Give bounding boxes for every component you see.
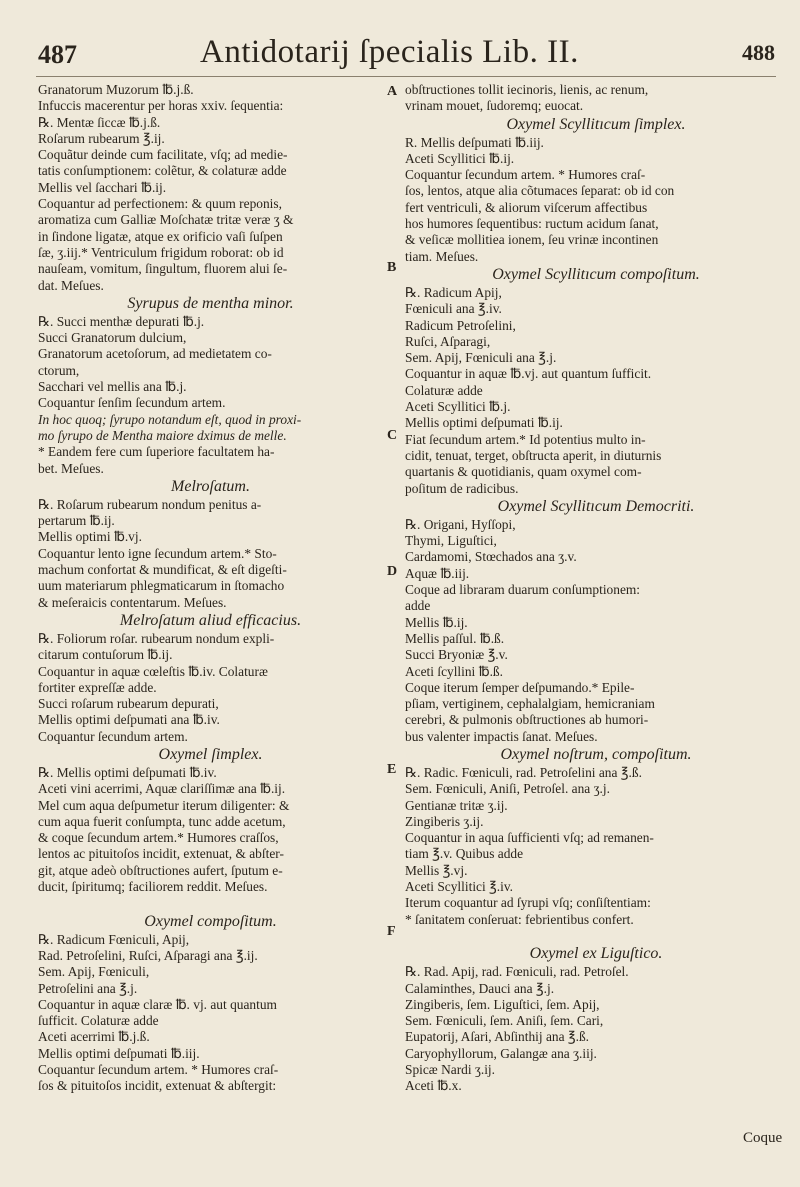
- text-line: Aceti acerrimi ℔.j.ß.: [38, 1029, 150, 1045]
- margin-letter-d: D: [387, 564, 398, 579]
- text-line: Aceti Scyllitici ℥.iv.: [405, 879, 514, 895]
- section-heading: Oxymel Scyllitıcum compoſitum.: [492, 265, 700, 283]
- text-line: machum confortat & mundificat, & eſt digeſti-: [38, 562, 287, 578]
- text-line: Thymi, Liguſtici,: [405, 533, 497, 549]
- text-line: Sem. Fœniculi, Aniſi, Petroſel. ana ʒ.j.: [405, 781, 610, 797]
- text-line: cidit, tenuat, terget, obſtructa aperit, in diuturnis: [405, 447, 662, 463]
- text-line: Granatorum Muzorum ℔.j.ß.: [38, 82, 194, 97]
- text-line: ℞. Roſarum rubearum nondum penitus a-: [38, 496, 262, 512]
- right-column: [405, 82, 787, 1095]
- text-line: Roſarum rubearum ℥.ij.: [38, 130, 165, 146]
- text-line: ſæ, ʒ.iij.* Ventriculum frigidum roborat: ob id: [38, 244, 284, 260]
- section-heading: Oxymel ſimplex.: [158, 745, 263, 763]
- page-number-right: 488: [742, 40, 775, 65]
- text-line: Coquantur in aquæ ℔.vj. aut quantum ſufficit.: [405, 366, 652, 382]
- text-line: & veſicæ mollitiea ionem, ſeu vrinæ incontinen: [405, 232, 659, 248]
- text-line: bet. Meſues.: [38, 460, 104, 476]
- text-line: Succi Granatorum dulcium,: [38, 330, 187, 346]
- text-line: Rad. Petroſelini, Ruſci, Aſparagi ana ℥.ij.: [38, 947, 258, 963]
- margin-letter-e: E: [387, 762, 397, 777]
- text-line: & meſeraicis contentarum. Meſues.: [38, 594, 227, 610]
- text-line: Succi Bryoniæ ℥.v.: [405, 647, 508, 663]
- text-line: cerebri, & pulmonis obſtructiones ab humori-: [405, 712, 649, 728]
- text-line: aromatiza cum Galliæ Moſchatæ tritæ veræ ʒ &: [38, 212, 294, 228]
- left-column: [38, 82, 383, 1095]
- text-line: Granatorum acetoſorum, ad medietatem co-: [38, 346, 272, 362]
- text-line: Coquantur lento igne ſecundum artem.* Sto-: [38, 545, 277, 561]
- text-line: Iterum coquantur ad ſyrupi vſq; conſiſtentiam:: [405, 895, 651, 911]
- section-heading: Oxymel Scyllitıcum Democriti.: [497, 497, 695, 515]
- text-line: ſos & pituitoſos incidit, extenuat & abſtergit:: [38, 1078, 277, 1094]
- text-line: * Eandem fere cum ſuperiore facultatem ha-: [38, 444, 275, 460]
- text-line: Mellis optimi ℔.vj.: [38, 529, 142, 545]
- text-line: Aceti vini acerrimi, Aquæ clariſſimæ ana ℔.ij.: [38, 781, 286, 797]
- text-line: Aceti ℔.x.: [405, 1078, 462, 1094]
- text-line: Aceti Scyllitici ℔.ij.: [405, 150, 515, 166]
- text-line: Colaturæ adde: [405, 382, 483, 398]
- margin-letter-f: F: [387, 924, 396, 939]
- text-line: Coquãtur deinde cum facilitate, vſq; ad medie-: [38, 147, 288, 163]
- text-line: obſtructiones tollit iecinoris, lienis, ac renum,: [405, 82, 649, 97]
- text-line: Eupatorij, Aſari, Abſinthij ana ℥.ß.: [405, 1029, 590, 1045]
- text-line: ℞. Radic. Fœniculi, rad. Petroſelini ana ℥.ß.: [405, 764, 642, 780]
- text-line: mo ſyrupo de Mentha maiore dximus de melle.: [38, 427, 287, 443]
- text-line: citarum contuſorum ℔.ij.: [38, 647, 173, 663]
- section-heading: Melroſatum aliud efficacius.: [119, 611, 302, 629]
- text-line: hos humores ſequentibus: ructum acidum ſanat,: [405, 216, 659, 232]
- text-line: lentos ac pituitoſos incidit, extenuat, & abſter-: [38, 846, 284, 862]
- text-line: Caryophyllorum, Galangæ ana ʒ.iij.: [405, 1045, 597, 1061]
- text-line: Sem. Fœniculi, ſem. Aniſi, ſem. Cari,: [405, 1013, 604, 1029]
- text-line: git, atque adeò obſtructiones aufert, ſputum e-: [38, 862, 283, 878]
- section-heading: Melroſatum.: [171, 477, 250, 495]
- text-line: * ſanitatem conſeruat: febrientibus confert.: [405, 911, 634, 927]
- text-line: ſufficit. Colaturæ adde: [38, 1013, 159, 1029]
- text-line: Sacchari vel mellis ana ℔.j.: [38, 379, 187, 395]
- text-line: Radicum Petroſelini,: [405, 317, 516, 333]
- text-line: in ſindone ligatæ, atque ex orificio vaſi ſuſpen: [38, 228, 283, 244]
- text-line: cum aqua fuerit conſumpta, tunc adde acetum,: [38, 813, 286, 829]
- margin-letter-b: B: [387, 260, 397, 275]
- text-line: Aceti ſcyllini ℔.ß.: [405, 663, 503, 679]
- text-line: dat. Meſues.: [38, 277, 104, 293]
- text-line: fortiter expreſſæ adde.: [38, 679, 157, 695]
- section-heading: Oxymel noſtrum, compoſitum.: [500, 745, 692, 763]
- text-line: Sem. Apij, Fœniculi ana ℥.j.: [405, 350, 557, 366]
- section-heading: Oxymel compoſitum.: [144, 912, 277, 930]
- section-heading: Oxymel Scyllitıcum ſimplex.: [506, 115, 686, 133]
- text-line: R. Mellis deſpumati ℔.iij.: [405, 134, 544, 150]
- text-line: ℞. Succi menthæ depurati ℔.j.: [38, 313, 205, 329]
- text-line: Coquantur in aqua ſufficienti vſq; ad remanen-: [405, 830, 654, 846]
- text-line: [38, 895, 383, 911]
- text-line: Coquantur ſecundum artem.: [38, 728, 188, 744]
- text-line: uum materiarum phlegmaticarum in ſtomacho: [38, 578, 285, 594]
- text-line: Coquantur in aquæ claræ ℔. vj. aut quantum: [38, 996, 277, 1012]
- margin-letter-c: C: [387, 428, 398, 443]
- text-line: vrinam mouet, ſudoremq; euocat.: [405, 98, 584, 114]
- page-number-left: 487: [38, 40, 77, 69]
- text-line: Mellis vel ſacchari ℔.ij.: [38, 179, 167, 195]
- text-line: Infuccis macerentur per horas xxiv. ſequentia:: [38, 98, 284, 114]
- text-line: Cardamomi, Stœchados ana ʒ.v.: [405, 549, 577, 565]
- running-title: Antidotarij ſpecialis Lib. II.: [200, 34, 579, 70]
- text-line: Sem. Apij, Fœniculi,: [38, 964, 150, 980]
- text-line: quartanis & quotidianis, quam oxymel com-: [405, 464, 642, 480]
- text-line: ℞. Origani, Hyſſopi,: [405, 516, 516, 532]
- text-line: tiam ℥.v. Quibus adde: [405, 846, 524, 862]
- text-line: Fœniculi ana ℥.iv.: [405, 301, 502, 317]
- text-line: & coque ſecundum artem.* Humores craſſos,: [38, 830, 279, 846]
- text-line: bus valenter impactis ſanat. Meſues.: [405, 728, 598, 744]
- text-line: Coquantur ad perfectionem: & quum reponis,: [38, 196, 282, 212]
- text-line: Succi roſarum rubearum depurati,: [38, 696, 219, 712]
- text-line: Coquantur in aquæ cœleſtis ℔.iv. Colaturæ: [38, 663, 268, 679]
- text-line: Petroſelini ana ℥.j.: [38, 980, 138, 996]
- text-line: Mellis paſſul. ℔.ß.: [405, 630, 505, 646]
- text-line: pſiam, vertiginem, cephalalgiam, hemicraniam: [405, 696, 655, 712]
- text-line: Mellis ℔.ij.: [405, 614, 468, 630]
- text-line: Ruſci, Aſparagi,: [405, 333, 491, 349]
- margin-letter-a: A: [387, 84, 398, 99]
- text-line: Aquæ ℔.iij.: [405, 565, 470, 581]
- text-line: Calaminthes, Dauci ana ℥.j.: [405, 980, 555, 996]
- section-heading: Oxymel ex Liguſtico.: [529, 945, 663, 963]
- text-line: nauſeam, vomitum, ſingultum, fluorem alui ſe-: [38, 261, 288, 277]
- text-line: Mellis ℥.vj.: [405, 862, 468, 878]
- text-line: ℞. Radicum Apij,: [405, 284, 502, 300]
- text-line: Mellis optimi deſpumati ℔.iij.: [38, 1045, 200, 1061]
- text-line: Coquantur ſenſim ſecundum artem.: [38, 395, 226, 411]
- text-line: Coque ad libraram duarum conſumptionem:: [405, 582, 641, 598]
- text-line: poſitum de radicibus.: [405, 480, 519, 496]
- text-line: Coque iterum ſemper deſpumando.* Epile-: [405, 679, 635, 695]
- text-line: ctorum,: [38, 362, 80, 378]
- text-line: fert ventriculi, & aliorum viſcerum affectibus: [405, 199, 648, 215]
- text-line: [405, 928, 787, 944]
- text-line: adde: [405, 598, 431, 614]
- text-line: Mel cum aqua deſpumetur iterum diligenter: &: [38, 797, 290, 813]
- text-line: Spicæ Nardi ʒ.ij.: [405, 1062, 496, 1078]
- text-line: Gentianæ tritæ ʒ.ij.: [405, 797, 508, 813]
- section-heading: Syrupus de mentha minor.: [127, 294, 294, 312]
- text-line: Coquantur ſecundum artem. * Humores craſ-: [38, 1062, 279, 1078]
- text-line: In hoc quoq; ſyrupo notandum eſt, quod in proxi-: [38, 411, 302, 427]
- text-line: Mellis optimi deſpumati ℔.ij.: [405, 415, 563, 431]
- text-line: Aceti Scyllitici ℔.j.: [405, 399, 511, 415]
- text-line: ſos, lentos, atque alia cõtumaces ſeparat: ob id con: [405, 183, 675, 199]
- text-line: tiam. Meſues.: [405, 248, 479, 264]
- text-line: Coquantur ſecundum artem. * Humores craſ-: [405, 167, 646, 183]
- text-line: ducit, ſpiritumq; faciliorem reddit. Meſues.: [38, 879, 268, 895]
- text-line: pertarum ℔.ij.: [38, 513, 115, 529]
- header-rule: [36, 76, 776, 77]
- text-line: ℞. Foliorum roſar. rubearum nondum expli-: [38, 630, 275, 646]
- text-line: ℞. Rad. Apij, rad. Fœniculi, rad. Petroſel.: [405, 964, 629, 980]
- catchword: Coque: [743, 1130, 783, 1146]
- text-line: ℞. Mellis optimi deſpumati ℔.iv.: [38, 764, 217, 780]
- text-line: Zingiberis, ſem. Liguſtici, ſem. Apij,: [405, 996, 600, 1012]
- text-line: Mellis optimi deſpumati ana ℔.iv.: [38, 712, 220, 728]
- text-line: tatis conſumptionem: colẽtur, & colaturæ adde: [38, 163, 287, 179]
- text-line: Zingiberis ʒ.ij.: [405, 813, 484, 829]
- text-line: Fiat ſecundum artem.* Id potentius multo in-: [405, 431, 646, 447]
- text-line: ℞. Radicum Fœniculi, Apij,: [38, 931, 190, 947]
- text-line: ℞. Mentæ ſiccæ ℔.j.ß.: [38, 114, 161, 130]
